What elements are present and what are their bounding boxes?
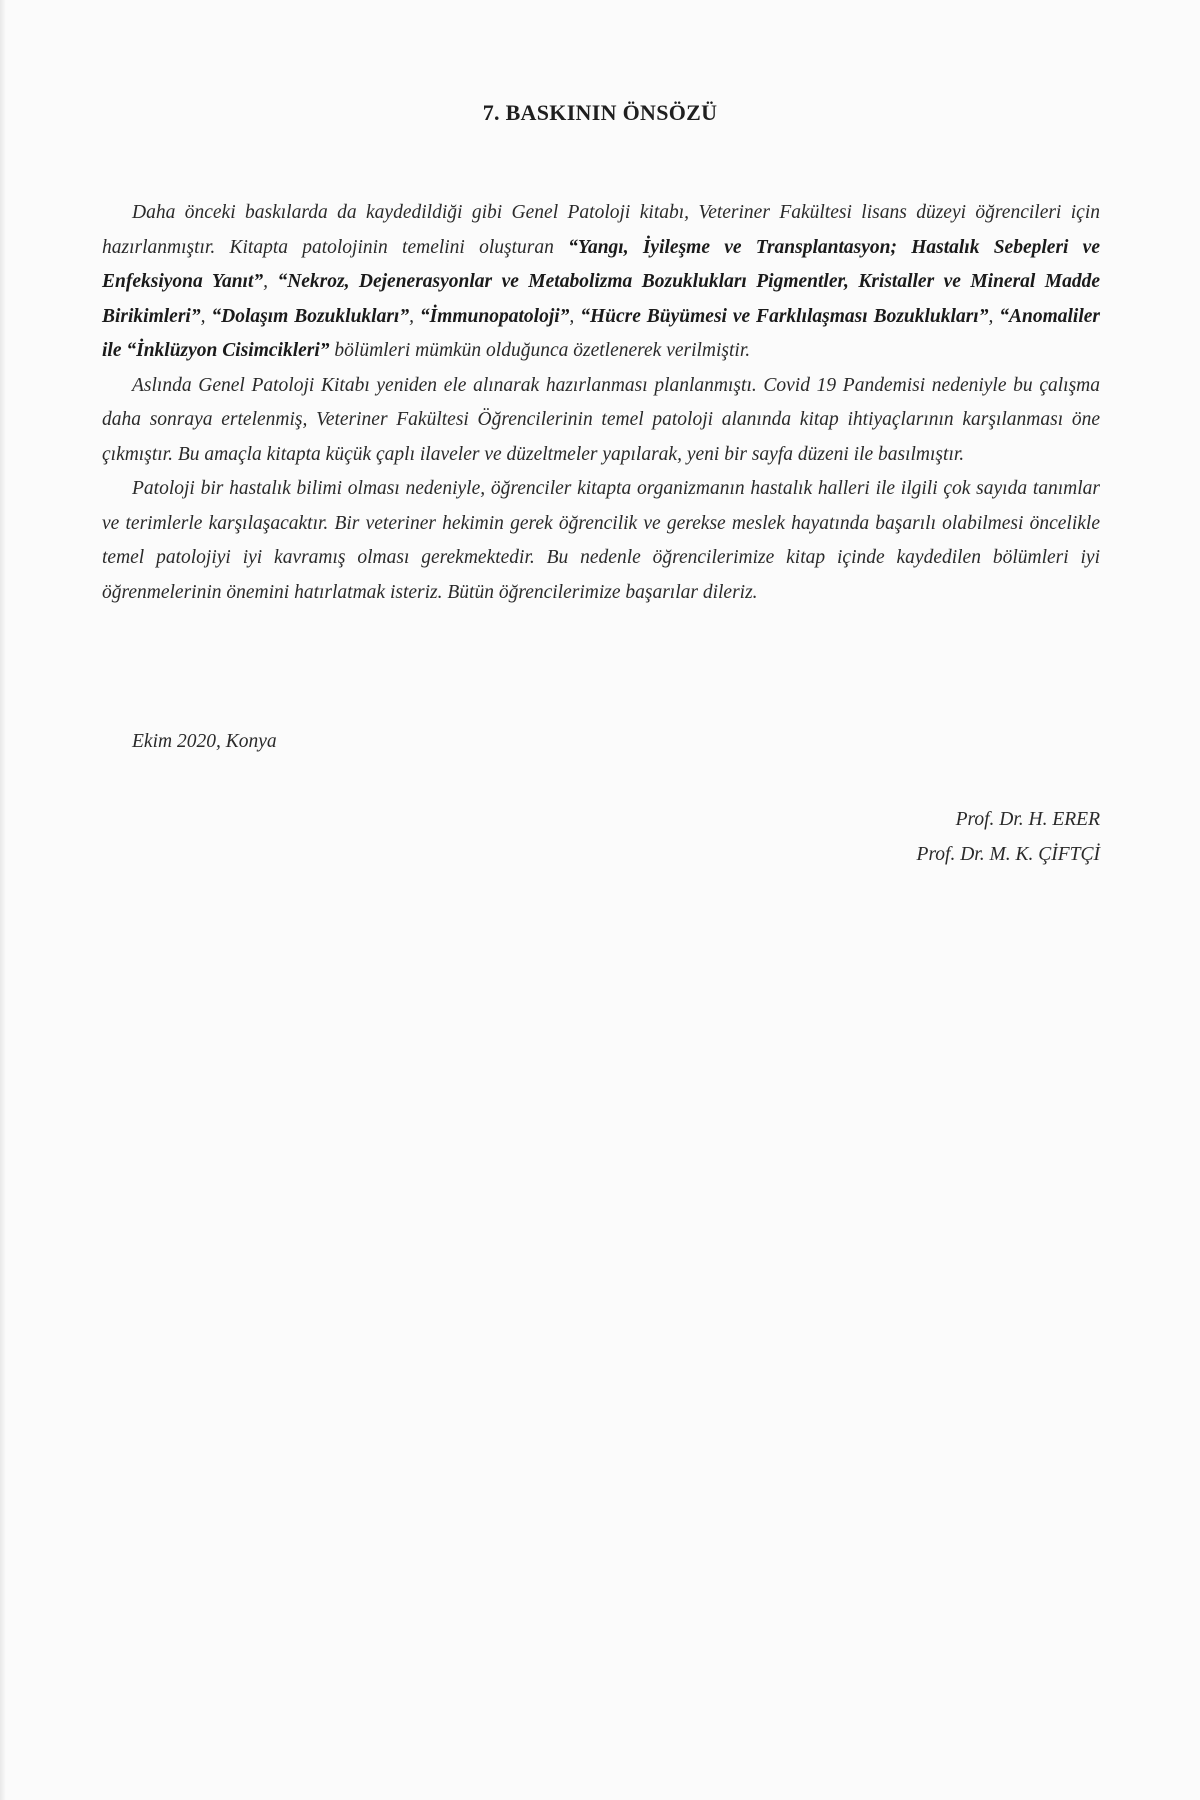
author-name: Prof. Dr. H. ERER bbox=[955, 809, 1100, 830]
preface-paragraph-1: Daha önceki baskılarda da kaydedildiği gibi Genel Patoloji kitabı, Veteriner Fakültesi lisans düzeyi öğrencileri için hazırlanmıştır. Kitapta patolojinin temelini oluşturan “Yangı, İyileşme ve Transplantasyon; Hastalık Sebepleri ve Enfeksiyona Yanıt”, “Nekroz, Dejenerasyonlar ve Metabolizma Bozuklukları Pigmentler, Kristaller ve Mineral Madde Birikimleri”, “Dolaşım Bozuklukları”, “İmmunopatoloji”, “Hücre Büyümesi ve Farklılaşması Bozuklukları”, “Anomaliler ile “İnklüzyon Cisimcikleri” bölümleri mümkün olduğunca özetlenerek verilmiştir. bbox=[102, 202, 1101, 361]
paragraph-1-outro: bölümleri mümkün olduğunca özetlenerek verilmiştir. bbox=[329, 340, 751, 361]
author-signatures bbox=[917, 802, 1100, 872]
date-place: Ekim 2020, Konya bbox=[132, 731, 277, 752]
page-title: 7. BASKININ ÖNSÖZÜ bbox=[482, 100, 718, 125]
preface-body bbox=[102, 196, 1100, 610]
preface-paragraph-2: Aslında Genel Patoloji Kitabı yeniden ele alınarak hazırlanması planlanmıştı. Covid 19 Pandemisi nedeniyle bu çalışma daha sonraya ertelenmiş, Veteriner Fakültesi Öğrencilerinin temel patoloji alanında kitap ihtiyaçlarının karşılanması öne çıkmıştır. Bu amaçla kitapta küçük çaplı ilaveler ve düzeltmeler yapılarak, yeni bir sayfa düzeni ile basılmıştır. bbox=[102, 374, 1100, 465]
author-name: Prof. Dr. M. K. ÇİFTÇİ bbox=[916, 844, 1100, 865]
topic-immunopathology: “İmmunopatoloji” bbox=[419, 305, 570, 327]
topic-necrosis: “Nekroz, Dejenerasyonlar ve Metabolizma Bozuklukları Pigmentler, Kristaller ve Mineral Madde Birikimleri” bbox=[102, 271, 1100, 327]
topic-inflammation: “Yangı, İyileşme ve Transplantasyon; Hastalık Sebepleri ve Enfeksiyona Yanıt” bbox=[102, 236, 1100, 292]
paragraph-1-intro: Daha önceki baskılarda da kaydedildiği gibi Genel Patoloji kitabı, Veteriner Fakültesi lisans düzeyi öğrencileri için hazırlanmıştır. Kitapta patolojinin temelini oluşturan bbox=[102, 202, 1100, 258]
topic-circulation: “Dolaşım Bozuklukları” bbox=[211, 305, 410, 327]
preface-paragraph-3: Patoloji bir hastalık bilimi olması nedeniyle, öğrenciler kitapta organizmanın hastalık halleri ile ilgili çok sayıda tanımlar ve terimlerle karşılaşacaktır. Bir veteriner hekimin gerek öğrencilik ve gerekse meslek hayatında başarılı olabilmesi öncelikle temel patolojiyi iyi kavramış olması gerekmektedir. Bu nedenle öğrencilerimize kitap içinde kaydedilen bölümleri iyi öğrenmelerinin önemini hatırlatmak isteriz. Bütün öğrencilerimize başarılar dileriz. bbox=[102, 478, 1100, 603]
topic-cell-growth: “Hücre Büyümesi ve Farklılaşması Bozuklukları” bbox=[580, 305, 989, 327]
page-edge-shadow bbox=[0, 0, 6, 1800]
topic-anomalies: “Anomaliler ile “İnklüzyon Cisimcikleri” bbox=[102, 305, 1101, 361]
